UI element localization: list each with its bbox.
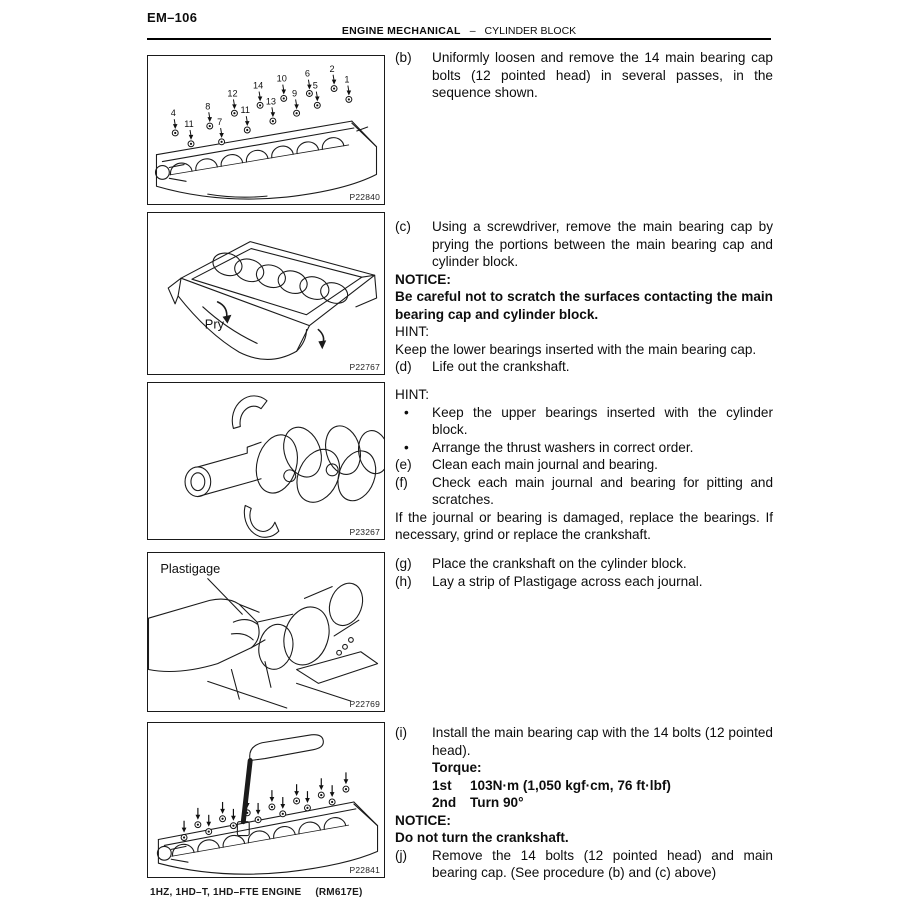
step-i-label: (i) <box>395 725 408 740</box>
bolt-number-callout: 14 <box>253 80 264 91</box>
step-h-label: (h) <box>395 573 412 589</box>
notice-text: Be careful not to scratch the surfaces contacting the main bearing cap and cylinder block. <box>395 289 773 322</box>
step-c-text: Using a screwdriver, remove the main bearing cap by prying the portions between the main bearing cap and cylinder block. <box>432 219 773 269</box>
header-rule <box>147 38 771 40</box>
step-e-label: (e) <box>395 457 412 472</box>
engine-block-art <box>157 802 377 874</box>
crankshaft-art <box>185 396 384 537</box>
bolt-number-callout: 13 <box>265 96 277 107</box>
bolt-number-callout: 9 <box>292 88 298 99</box>
plastigage-illustration <box>148 553 384 711</box>
torque-wrench-art <box>237 735 323 836</box>
figure-id-label: P23267 <box>349 527 380 537</box>
step-c-label: (c) <box>395 219 411 234</box>
bolt-arrows <box>181 772 349 840</box>
step-e-text: Clean each main journal and bearing. <box>432 457 658 472</box>
bullet-icon: • <box>404 439 409 455</box>
bolt-number-callout: 2 <box>329 63 335 74</box>
step-d-text: Life out the crankshaft. <box>432 359 570 374</box>
bolt-number-callout: 10 <box>276 73 287 84</box>
hint-text: Keep the lower bearings inserted with the main bearing cap. <box>395 341 757 357</box>
section-separator: – <box>469 25 476 37</box>
step-g-text: Place the crankshaft on the cylinder block. <box>432 556 687 571</box>
torque-step-label: 1st <box>432 777 452 793</box>
bolt-number-callout: 1 <box>344 74 350 85</box>
step-i-text: Install the main bearing cap with the 14 bolts (12 pointed head). <box>432 725 773 758</box>
section-title <box>147 25 771 37</box>
notice-title: NOTICE: <box>395 271 451 287</box>
torque-title: Torque: <box>432 760 482 775</box>
figure-crankshaft <box>147 382 385 540</box>
bolt-number-callout: 6 <box>304 68 310 79</box>
hint-2-group <box>395 386 773 544</box>
figure-plastigage <box>147 552 385 712</box>
engine-block-art <box>155 121 376 199</box>
figure-id-label: P22767 <box>349 362 380 372</box>
bolt-number-callout: 7 <box>217 117 223 128</box>
section-title-left: ENGINE MECHANICAL <box>341 25 461 37</box>
steps-g-h <box>395 555 773 590</box>
engine-block-bolt-sequence-illustration <box>148 56 384 204</box>
page-footer <box>150 887 363 898</box>
step-g-label: (g) <box>395 556 412 571</box>
bolt-number-callout: 8 <box>205 101 211 112</box>
crankshaft-illustration <box>148 383 384 539</box>
pry-label: Pry <box>204 316 225 332</box>
hint-title: HINT: <box>395 324 429 339</box>
torque-wrench-illustration <box>148 723 384 877</box>
step-c-group <box>395 218 773 376</box>
hint-bullet-text: Keep the upper bearings inserted with the cylinder block. <box>432 404 773 437</box>
step-b <box>395 49 773 102</box>
step-b-label: (b) <box>395 50 412 65</box>
torque-row-1st <box>432 777 773 795</box>
torque-value: Turn 90° <box>470 795 524 810</box>
torque-row-2nd <box>432 794 773 812</box>
notice-title: NOTICE: <box>395 812 451 828</box>
bolt-number-callout: 12 <box>227 88 238 99</box>
bolt-number-callout: 11 <box>184 119 194 130</box>
figure-id-label: P22840 <box>349 192 380 202</box>
bolt-number-callout: 4 <box>170 108 176 119</box>
hand-and-crank-art <box>148 579 377 709</box>
footer-code: (RM617E) <box>315 887 363 898</box>
hint-title: HINT: <box>395 387 429 402</box>
torque-step-label: 2nd <box>432 795 457 810</box>
pry-main-bearing-cap-illustration <box>148 213 384 374</box>
plastigage-label: Plastigage <box>160 560 221 576</box>
step-d-label: (d) <box>395 359 412 374</box>
step-j-label: (j) <box>395 847 408 863</box>
bolt-number-callout: 5 <box>312 80 318 91</box>
figure-pry-cap <box>147 212 385 375</box>
figure-id-label: P22769 <box>349 699 380 709</box>
section-title-right: CYLINDER BLOCK <box>484 25 577 37</box>
notice-text: Do not turn the crankshaft. <box>395 830 569 845</box>
bolt-number-callouts <box>171 64 352 147</box>
torque-value: 103N·m (1,050 kgf·cm, 76 ft·lbf) <box>470 777 671 793</box>
step-b-text: Uniformly loosen and remove the 14 main bearing cap bolts (12 pointed head) in several passes, in the sequence shown. <box>432 50 773 100</box>
figure-torque-bolts <box>147 722 385 878</box>
hint-bullet-text: Arrange the thrust washers in correct order. <box>432 439 694 455</box>
bullet-icon: • <box>404 404 409 420</box>
step-f-label: (f) <box>395 474 408 490</box>
inverted-block-art <box>168 242 376 360</box>
step-i-group <box>395 724 773 882</box>
bolt-number-callout: 11 <box>240 105 251 116</box>
figure-id-label: P22841 <box>349 865 380 875</box>
page-code: EM–106 <box>147 10 198 25</box>
step-j-text: Remove the 14 bolts (12 pointed head) and main bearing cap. (See procedure (b) and (c) above) <box>432 847 773 880</box>
figure-bolt-sequence <box>147 55 385 205</box>
step-f-text: Check each main journal and bearing for pitting and scratches. <box>432 474 773 507</box>
footer-engines: 1HZ, 1HD–T, 1HD–FTE ENGINE <box>150 887 302 898</box>
step-h-text: Lay a strip of Plastigage across each journal. <box>432 573 703 589</box>
journal-damage-note: If the journal or bearing is damaged, replace the bearings. If necessary, grind or replace the crankshaft. <box>395 509 773 542</box>
